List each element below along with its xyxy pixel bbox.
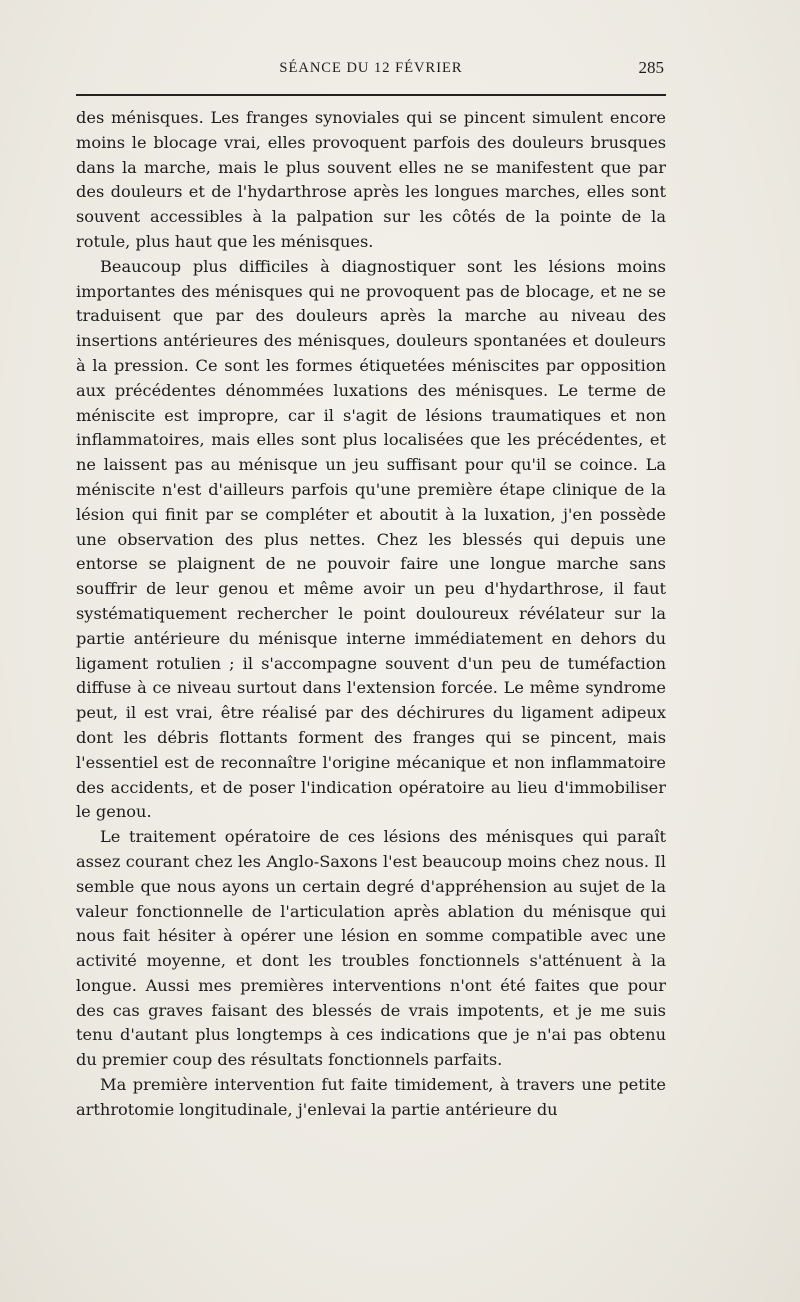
printed-page (76, 58, 666, 1123)
paragraph-continuation: des ménisques. Les franges synoviales qui se pincent simulent encore moins le blocage vrai, elles provoquent parfois des douleurs brusques dans la marche, mais le plus souvent elles ne se manifestent que par des douleurs et de l'hydarthrose après les longues marches, elles sont souvent accessibles à la palpation sur les côtés de la pointe de la rotule, plus haut que les ménisques. (76, 108, 666, 251)
body-text (76, 106, 666, 1123)
page-number: 285 (638, 58, 664, 77)
running-head (76, 58, 666, 84)
header-rule (76, 94, 666, 96)
running-title: SÉANCE DU 12 FÉVRIER (279, 60, 463, 76)
paragraph-treatment: Le traitement opératoire de ces lésions des ménisques qui paraît assez courant chez les Anglo-Saxons l'est beaucoup moins chez nous. Il semble que nous ayons un certain degré d'appréhension au sujet de la valeur fonctionnelle de l'articulation après ablation du ménisque qui nous fait hésiter à opérer une lésion en somme compatible avec une activité moyenne, et dont les troubles fonctionnels s'atténuent à la longue. Aussi mes premières interventions n'ont été faites que pour des cas graves faisant des blessés de vrais impotents, et je me suis tenu d'autant plus longtemps à ces indications que je n'ai pas obtenu du premier coup des résultats fonctionnels parfaits. (76, 827, 666, 1070)
paragraph-first-intervention: Ma première intervention fut faite timidement, à travers une petite arthrotomie longitudinale, j'enlevai la partie antérieure du (76, 1075, 666, 1119)
paragraph-meniscitis: Beaucoup plus difficiles à diagnostiquer sont les lésions moins importantes des ménisques qui ne provoquent pas de blocage, et ne se traduisent que par des douleurs après la marche au niveau des insertions antérieures des ménisques, douleurs spontanées et douleurs à la pression. Ce sont les formes étiquetées méniscites par opposition aux précédentes dénommées luxations des ménisques. Le terme de méniscite est impropre, car il s'agit de lésions traumatiques et non inflammatoires, mais elles sont plus localisées que les précédentes, et ne laissent pas au ménisque un jeu suffisant pour qu'il se coince. La méniscite n'est d'ailleurs parfois qu'une première étape clinique de la lésion qui finit par se compléter et aboutit à la luxation, j'en possède une observation des plus nettes. Chez les blessés qui depuis une entorse se plaignent de ne pouvoir faire une longue marche sans souffrir de leur genou et même avoir un peu d'hydarthrose, il faut systématiquement rechercher le point douloureux révélateur sur la partie antérieure du ménisque interne immédiatement en dehors du ligament rotulien ; il s'accompagne souvent d'un peu de tuméfaction diffuse à ce niveau surtout dans l'extension forcée. Le même syndrome peut, il est vrai, être réalisé par des déchirures du ligament adipeux dont les débris flottants forment des franges qui se pincent, mais l'essentiel est de reconnaître l'origine mécanique et non inflammatoire des accidents, et de poser l'indication opératoire au lieu d'immobiliser le genou. (76, 256, 666, 822)
